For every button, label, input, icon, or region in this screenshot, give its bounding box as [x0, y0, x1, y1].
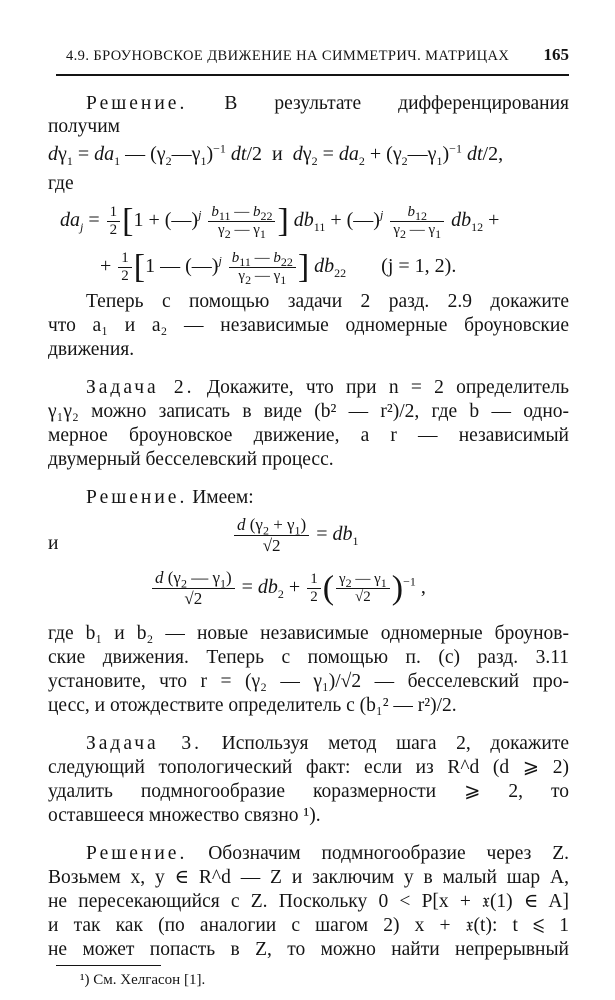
- solution2-line1: [86, 486, 607, 510]
- solution3-line4: и так как (по аналогии с шагом 2) x + 𝔵(t): t ⩽ 1: [48, 915, 569, 936]
- footnote-rule: [56, 965, 161, 966]
- page-number: 165: [543, 45, 569, 64]
- solution3-text: Обозначим подмногообразие через Z.: [208, 843, 570, 864]
- solution2-text: Имеем:: [192, 487, 254, 508]
- task2-line3: мерное броуновское движение, а r — независимый: [48, 425, 569, 446]
- solution1-text-b: получим: [48, 116, 120, 137]
- header-title: 4.9. БРОУНОВСКОЕ ДВИЖЕНИЕ НА СИММЕТРИЧ. МАТРИЦАХ: [66, 48, 510, 64]
- solution2-label: Решение.: [86, 487, 188, 508]
- task3-text: Используя метод шага 2, докажите: [221, 733, 570, 754]
- para-after1-line2: что a₁ и a₂ — независимые одномерные броуновские: [48, 315, 569, 336]
- task3-line4: оставшееся множество связно ¹).: [48, 805, 321, 826]
- task3-label: Задача 3.: [86, 733, 202, 754]
- task2-text: Докажите, что при n = 2 определитель: [206, 377, 570, 398]
- formula-daj-line2: + $\frac{1}{2}$ [1 — (—)$^j$ $\frac{b_{11} — b_{22}}{\gamma_2 — \gamma_1}$ ] $db_{22}$ (j = 1, 2).: [100, 248, 457, 287]
- solution1-and: и: [272, 143, 283, 165]
- task3-line2: следующий топологический факт: если из R^d (d ⩾ 2): [48, 757, 569, 778]
- solution2-and: и: [48, 533, 59, 554]
- solution3-line1: [86, 842, 569, 866]
- solution1-text-a: В результате дифференцирования: [224, 93, 569, 114]
- footnote: ¹) См. Хелгасон [1].: [80, 972, 206, 988]
- para-after1-line3: движения.: [48, 339, 135, 360]
- solution2-line5: цесс, и отождествите определитель с (b₁² — r²)/2.: [48, 695, 457, 716]
- solution2-line4: установите, что r = (γ₂ — γ₁)/√2 — бесселевский про-: [48, 671, 569, 692]
- solution1-line1: [86, 92, 569, 116]
- solution3-label: Решение.: [86, 843, 188, 864]
- solution2-line2: где b₁ и b₂ — новые независимые одномерные броунов-: [48, 623, 569, 644]
- solution1-where: где: [48, 173, 74, 194]
- formula-dgamma: $d\gamma_1 = da_1$ — $(\gamma_2—\gamma_1)^{-1}$ dt/2 и $d\gamma_2 = da_2$ + $(\gamma_2—\gamma_1)^{-1}$ dt/2,: [48, 141, 504, 168]
- task3-line1: [86, 732, 569, 756]
- task2-line4: двумерный бесселевский процесс.: [48, 449, 334, 470]
- running-header: [56, 44, 569, 70]
- task2-label: Задача 2.: [86, 377, 195, 398]
- task2-line1: [86, 376, 569, 400]
- task3-line3: удалить подмногообразие коразмерности ⩾ 2, то: [48, 781, 569, 802]
- solution3-line5: не может попасть в Z, то можно найти непрерывный: [48, 939, 569, 960]
- formula-db2: $\frac{d (\gamma_2 — \gamma_1)}{√2}$ = $db_2$ + $\frac{1}{2}$ ( $\frac{\gamma_2 — \gamma_1}{√2}$ )$^{-1}$ ,: [150, 568, 426, 609]
- solution3-line2: Возьмем x, y ∈ R^d — Z и заключим y в малый шар A,: [48, 867, 569, 888]
- solution1-label: Решение.: [86, 93, 188, 114]
- header-rule: [56, 74, 569, 76]
- solution2-line3: ские движения. Теперь с помощью п. (с) разд. 3.11: [48, 647, 569, 668]
- solution1-j-range: (j = 1, 2).: [381, 255, 457, 278]
- task2-line2: γ₁γ₂ можно записать в виде (b² — r²)/2, где b — одно-: [48, 401, 569, 422]
- formula-daj-line1: $da_j$ = $\frac{1}{2}$ [1 + (—)$^j$ $\frac{b_{11} — b_{22}}{\gamma_2 — \gamma_1}$ ] $db_{11}$ + (—)$^j$ $\frac{b_{12}}{\gamma_2 — \gamma_1}$ $db_{12}$ +: [60, 202, 500, 241]
- formula-db1: $\frac{d (\gamma_2 + \gamma_1)}{√2}$ = $db_1$: [232, 515, 359, 556]
- solution3-line3: не пересекающийся с Z. Поскольку 0 < P[x + 𝔵(1) ∈ A]: [48, 891, 569, 912]
- para-after1-line1: Теперь с помощью задачи 2 разд. 2.9 докажите: [86, 291, 569, 312]
